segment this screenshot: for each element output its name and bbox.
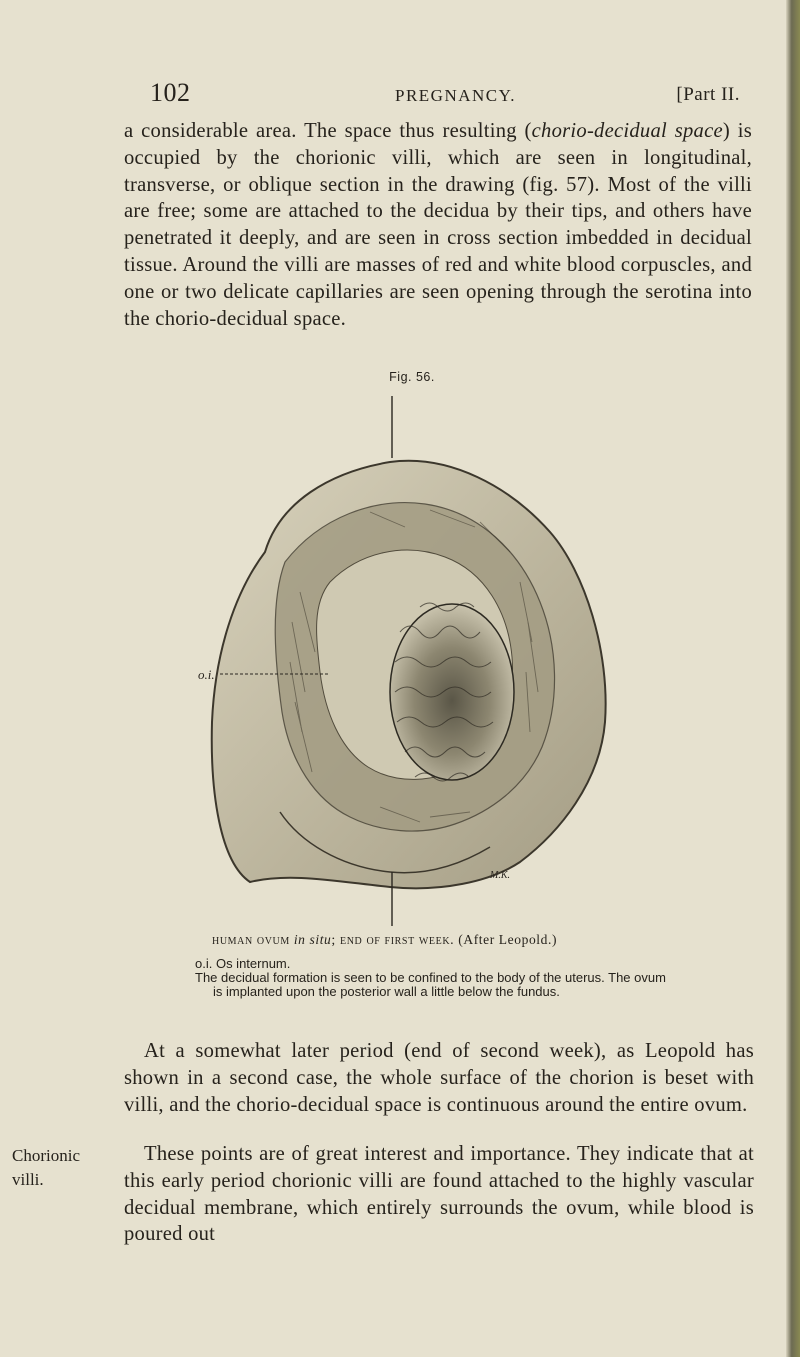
ovum (390, 604, 514, 780)
margin-note-chorionic-villi (12, 1144, 108, 1192)
figure-label: Fig. 56. (389, 370, 435, 384)
paragraph-2: At a somewhat later period (end of second week), as Leopold has shown in a second case, the whole surface of the chorion is beset with villi, and the chorio-decidual space is continuous around the entire ovum. (124, 1040, 754, 1116)
figure-caption-body (195, 957, 755, 999)
caption-credit: (After Leopold.) (458, 932, 558, 947)
running-header (150, 78, 740, 114)
figure-human-ovum-illustration (190, 392, 730, 932)
caption-title-main: human ovum (212, 933, 290, 948)
paragraph-1 (124, 118, 752, 332)
margin-note-line-2: villi. (12, 1170, 44, 1189)
part-label: [Part II. (676, 84, 740, 105)
page-number: 102 (150, 78, 191, 107)
caption-description-2: is implanted upon the posterior wall a little below the fundus. (213, 984, 560, 999)
caption-title-rest: ; end of first week. (331, 933, 455, 948)
margin-note-line-1: Chorionic (12, 1146, 80, 1165)
ovum-drawing (190, 392, 730, 932)
page-edge-shadow (786, 0, 800, 1357)
paragraph-1-lead: a considerable area. The space thus resulting ( (124, 120, 532, 142)
running-title: PREGNANCY. (395, 86, 516, 105)
caption-title-italic: in situ (293, 932, 332, 947)
artist-signature: M.K. (490, 870, 510, 881)
os-internum-label: o.i. (198, 667, 215, 682)
paragraph-3: These points are of great interest and importance. They indicate that at this early period chorionic villi are found attached to the highly vascular decidual membrane, which entirely surrounds the ovum, while blood is poured out (124, 1143, 754, 1246)
caption-description-1: The decidual formation is seen to be confined to the body of the uterus. The ovum (195, 970, 666, 985)
caption-legend: o.i. Os internum. (195, 956, 291, 971)
paragraph-1-rest: ) is occupied by the chorionic villi, which are seen in longitudinal, transverse, or oblique section in the drawing (fig. 57). Most of the villi are free; some are attached to the decidua by their tips, and others have penetrated it deeply, and are seen in cross section imbedded in decidual tissue. Around the villi are masses of red and white blood corpuscles, and one or two delicate capillaries are seen opening through the serotina into the chorio-decidual space. (124, 120, 752, 330)
chorio-decidual-term: chorio-decidual space (531, 120, 723, 142)
figure-caption-title (212, 932, 557, 949)
